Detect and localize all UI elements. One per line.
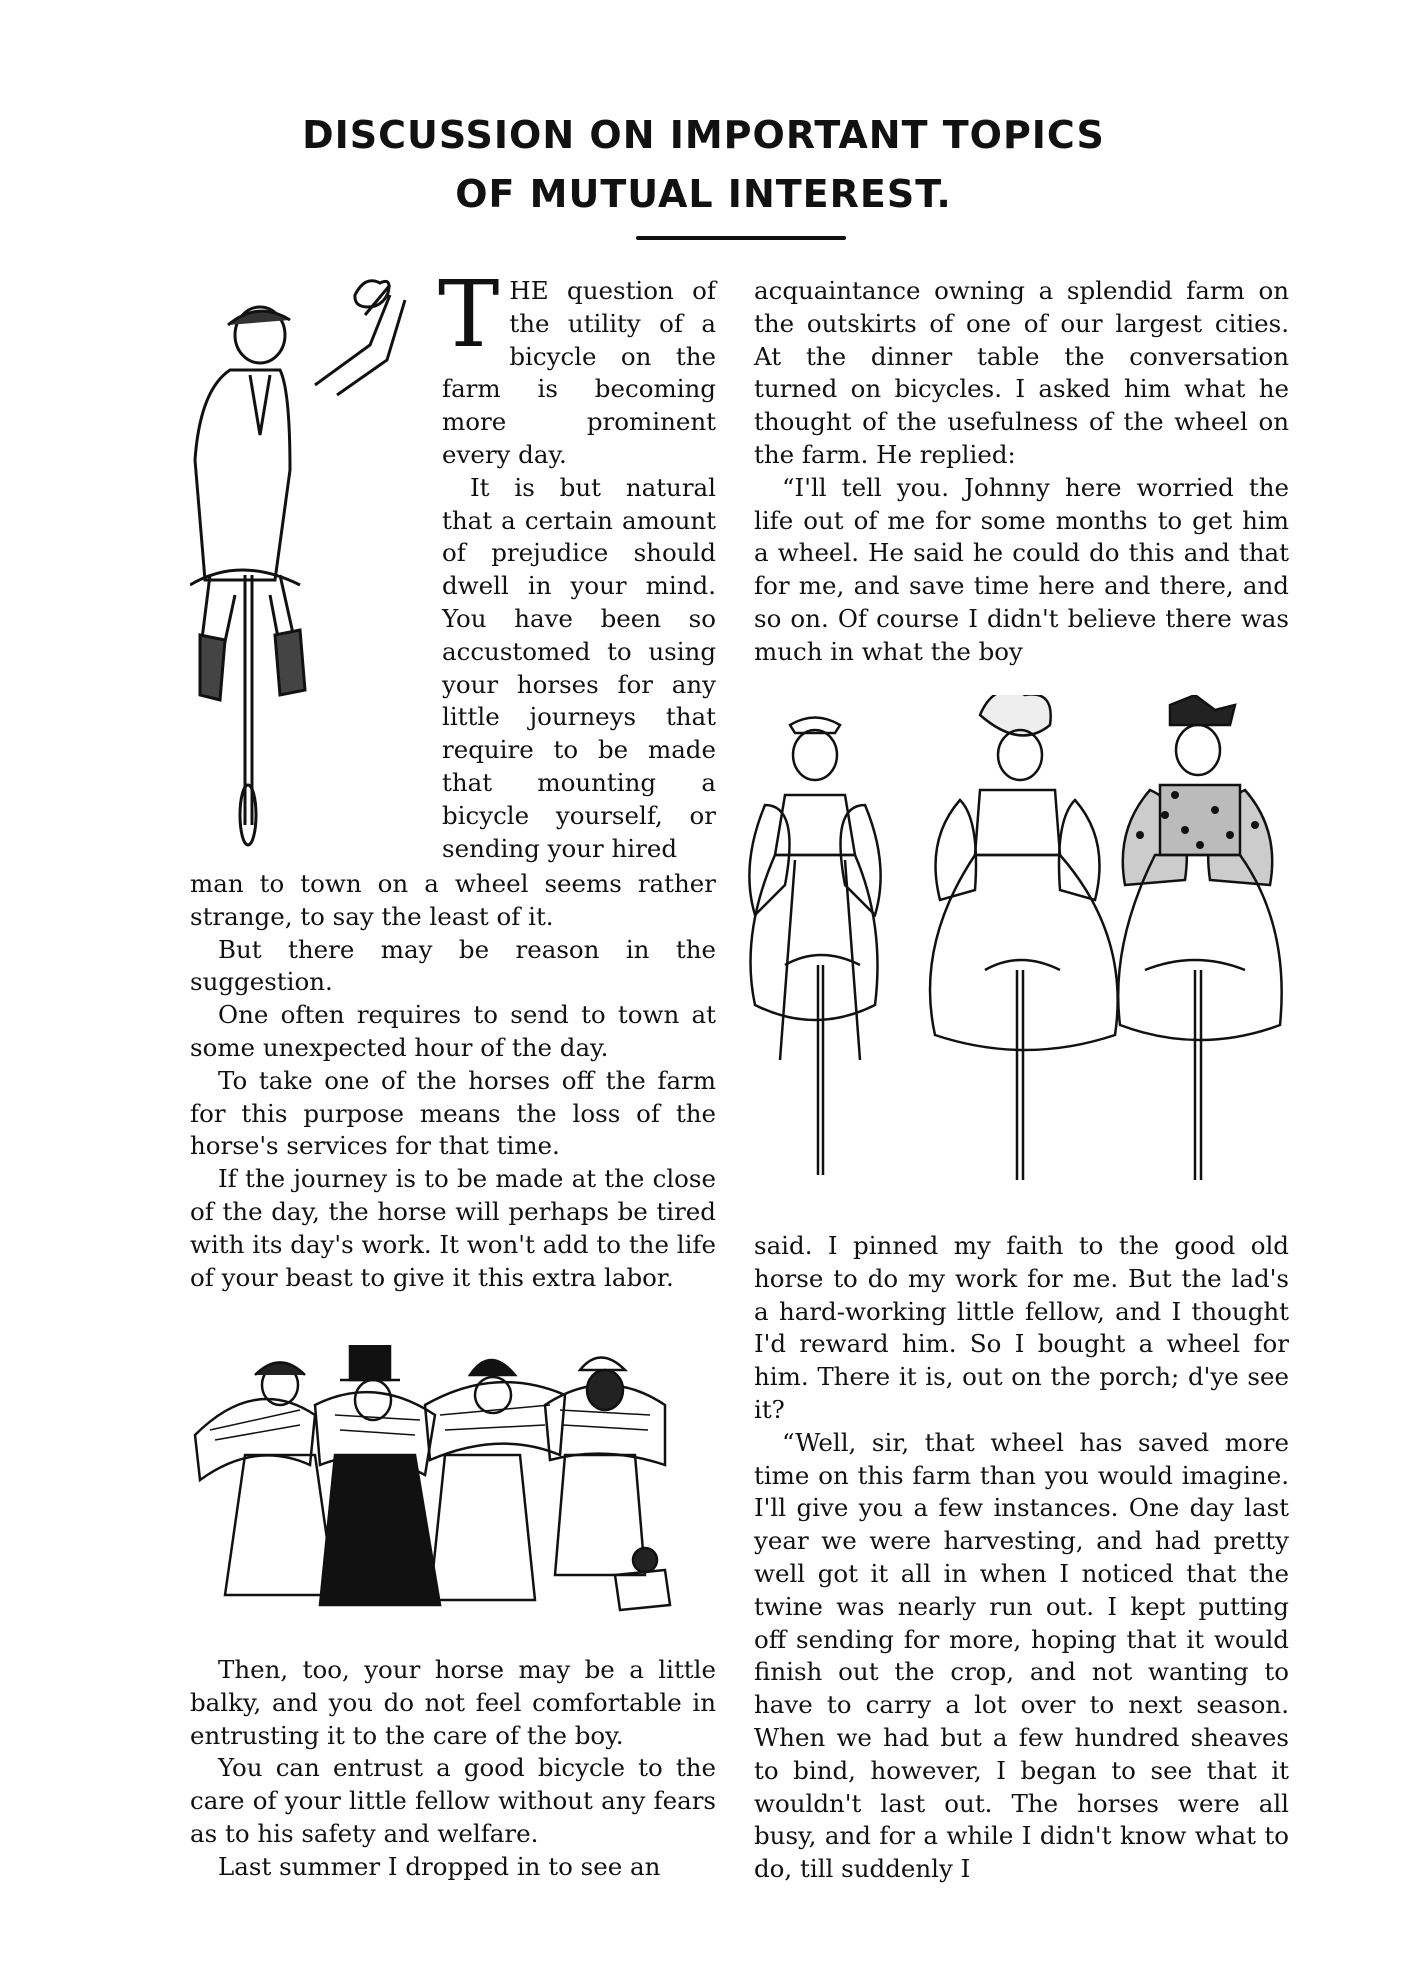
right-paragraph-4: “Well, sir, that wheel has saved more time on this farm than you would imagine. I'll give you a few instances. One day last year we were harvesting, and had pretty well got it all in when I noticed that the twine was nearly run out. I kept putting off sending for more, hoping that it would finish out the crop, and not wanting to have to carry a lot over to next season. When we had but a few hundred sheaves to bind, however, I began to see that it wouldn't last out. The horses were all busy, and for a while I didn't know what to do, till suddenly I <box>754 1427 1289 1884</box>
right-column-body <box>754 1230 1289 1886</box>
right-paragraph-3: said. I pinned my faith to the good old horse to do my work for me. But the lad's a hard-working little fellow, and I thought I'd reward him. So I bought a wheel for him. There it is, out on the porch; d'ye see it? <box>754 1231 1289 1424</box>
paragraph-2-continued: man to town on a wheel seems rather strange, to say the least of it. <box>190 869 716 931</box>
page-title-line-1: DISCUSSION ON IMPORTANT TOPICS <box>302 113 1105 157</box>
paragraph-5: To take one of the horses off the farm for this purpose means the loss of the horse's services for that time. <box>190 1065 716 1161</box>
three-women-cyclists-illustration <box>745 695 1290 1215</box>
page-title-line-2: OF MUTUAL INTEREST. <box>455 172 952 216</box>
paragraph-1: HE question of the utility of a bicycle on the farm is becoming more prominent every day. <box>442 276 716 469</box>
newspaper-readers-illustration <box>185 1345 715 1615</box>
left-column-body <box>190 868 716 1294</box>
paragraph-2: It is but natural that a certain amount of prejudice should dwell in your mind. You have been so accustomed to using your horses for any little journeys that require to be made that mounting a bicycle yourself, or sending your hired <box>442 472 716 863</box>
paragraph-8: You can entrust a good bicycle to the care of your little fellow without any fears as to his safety and welfare. <box>190 1753 716 1848</box>
right-column-intro <box>754 275 1289 669</box>
paragraph-9: Last summer I dropped in to see an <box>218 1851 661 1881</box>
paragraph-3: But there may be reason in the suggestion. <box>190 934 716 997</box>
paragraph-6: If the journey is to be made at the close of the day, the horse will perhaps be tired with its day's work. It won't add to the life of your beast to give it this extra labor. <box>190 1164 716 1292</box>
right-paragraph-2: “I'll tell you. Johnny here worried the life out of me for some months to get him a wheel. He said he could do this and that for me, and save time here and there, and so on. Of course I didn't believe there was much in what the boy <box>754 472 1289 666</box>
left-column-conclusion <box>190 1654 716 1884</box>
right-paragraph-1: acquaintance owning a splendid farm on the outskirts of one of our largest cities. At the dinner table the conversation turned on bicycles. I asked him what he thought of the usefulness of the wheel on the farm. He replied: <box>754 276 1289 469</box>
left-column-intro <box>438 261 716 865</box>
title-divider <box>636 236 846 240</box>
paragraph-7: Then, too, your horse may be a little balky, and you do not feel comfortable in entrusting it to the care of the boy. <box>190 1655 716 1750</box>
cyclist-man-illustration <box>190 255 435 855</box>
paragraph-4: One often requires to send to town at some unexpected hour of the day. <box>190 1000 716 1062</box>
drop-cap: T <box>438 261 500 368</box>
